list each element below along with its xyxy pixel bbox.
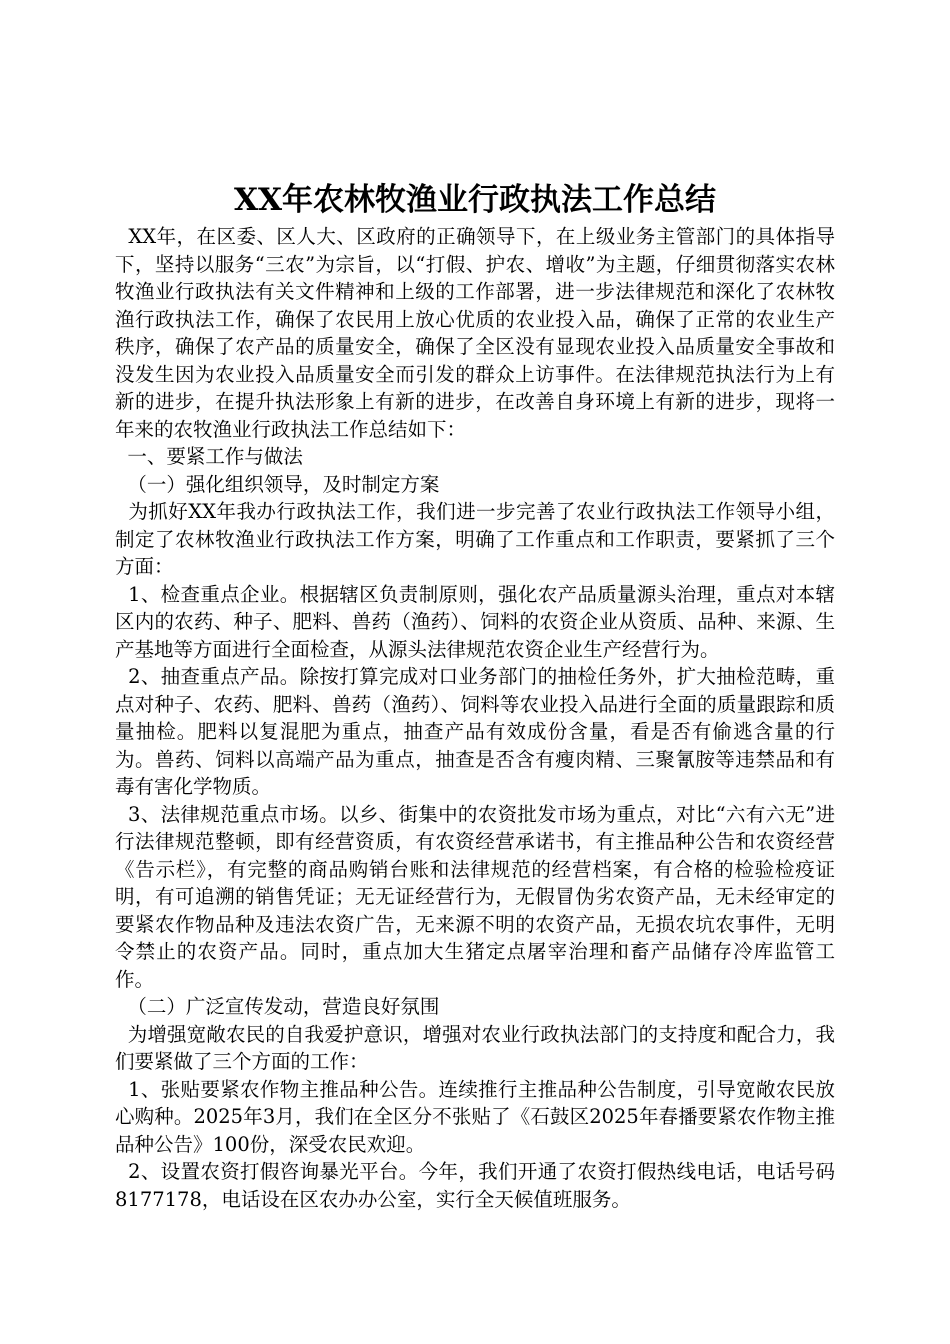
paragraph: 为抓好XX年我办行政执法工作，我们进一步完善了农业行政执法工作领导小组，制定了农林牧渔业行政执法工作方案，明确了工作重点和工作职责，要紧抓了三个方面： (115, 500, 836, 578)
paragraph-item-2: 2、抽查重点产品。除按打算完成对口业务部门的抽检任务外，扩大抽检范畴，重点对种子、农药、肥料、兽药（渔药）、饲料等农业投入品进行全面的质量跟踪和质量抽检。肥料以复混肥为重点，抽查产品有效成份含量，看是否有偷逃含量的行为。兽药、饲料以高端产品为重点，抽查是否含有瘦肉精、三聚氰胺等违禁品和有毒有害化学物质。 (115, 665, 835, 798)
heading-subsection-2: （二）广泛宣传发动，营造良好氛围 (115, 995, 440, 1018)
paragraph-item-3: 3、法律规范重点市场。以乡、街集中的农资批发市场为重点，对比“六有六无”进行法律规范整顿，即有经营资质，有农资经营承诺书，有主推品种公告和农资经营《告示栏》，有完整的商品购销台账和法律规范的经营档案，有合格的检验检疫证明，有可追溯的销售凭证；无无证经营行为，无假冒伪劣农资产品，无未经审定的要紧农作物品种及违法农资广告，无来源不明的农资产品，无损农坑农事件，无明令禁止的农资产品。同时，重点加大生猪定点屠宰治理和畜产品储存冷库监管工作。 (115, 802, 835, 991)
paragraph: 为增强宽敞农民的自我爱护意识，增强对农业行政执法部门的支持度和配合力，我们要紧做了三个方面的工作： (115, 1022, 835, 1073)
paragraph-item-2: 2、设置农资打假咨询暴光平台。今年，我们开通了农资打假热线电话，电话号码8177178，电话设在区农办办公室，实行全天候值班服务。 (115, 1160, 835, 1211)
heading-subsection-1: （一）强化组织领导，及时制定方案 (115, 472, 440, 496)
heading-section-1: 一、要紧工作与做法 (115, 445, 303, 468)
paragraph-item-1: 1、张贴要紧农作物主推品种公告。连续推行主推品种公告制度，引导宽敞农民放心购种。2025年3月，我们在全区分不张贴了《石鼓区2025年春播要紧农作物主推品种公告》100份，深受农民欢迎。 (115, 1077, 835, 1156)
document-body (115, 223, 835, 1213)
document-title: XX年农林牧渔业行政执法工作总结 (233, 182, 717, 218)
paragraph-intro: XX年，在区委、区人大、区政府的正确领导下，在上级业务主管部门的具体指导下，坚持以服务“三农”为宗旨，以“打假、护农、增收”为主题，仔细贯彻落实农林牧渔业行政执法有关文件精神和上级的工作部署，进一步法律规范和深化了农林牧渔行政执法工作，确保了农民用上放心优质的农业投入品，确保了正常的农业生产秩序，确保了农产品的质量安全，确保了全区没有显现农业投入品质量安全事故和没发生因为农业投入品质量安全而引发的群众上访事件。在法律规范执法行为上有新的进步，在提升执法形象上有新的进步，在改善自身环境上有新的进步，现将一年来的农牧渔业行政执法工作总结如下： (115, 225, 836, 441)
paragraph-item-1: 1、检查重点企业。根据辖区负责制原则，强化农产品质量源头治理，重点对本辖区内的农药、种子、肥料、兽药（渔药）、饲料的农资企业从资质、品种、来源、生产基地等方面进行全面检查，从源头法律规范农资企业生产经营行为。 (115, 582, 835, 661)
